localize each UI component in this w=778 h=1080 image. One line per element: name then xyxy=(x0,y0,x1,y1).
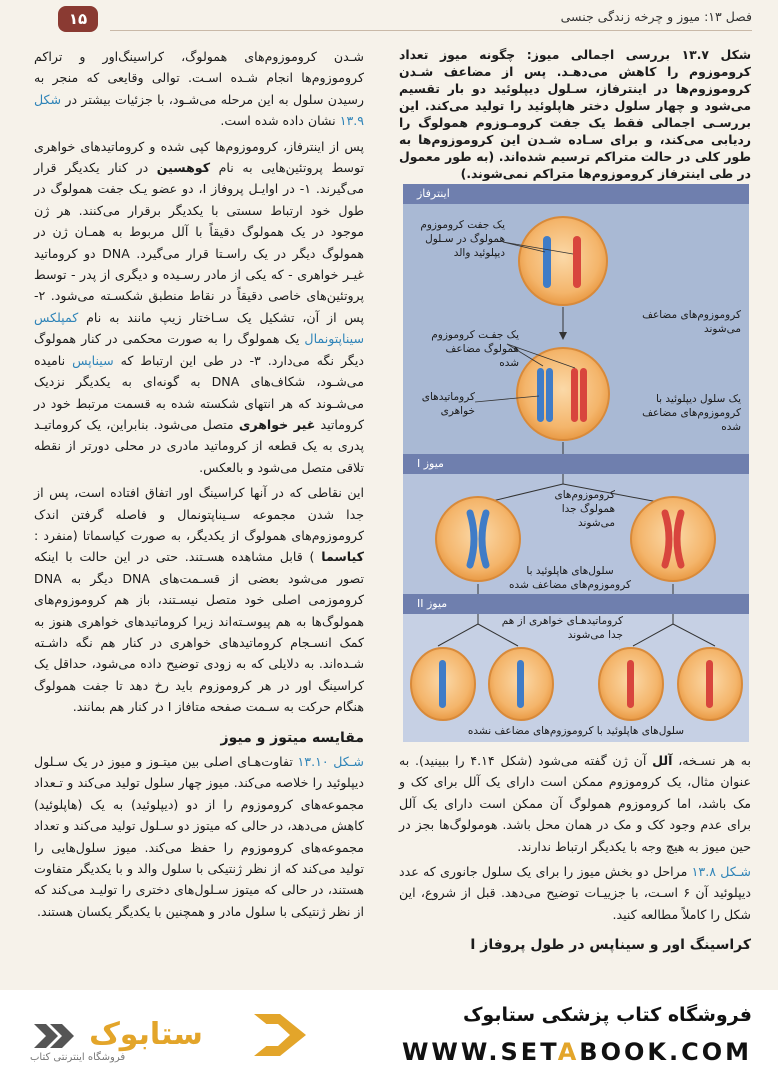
section-heading: کراسینگ اور و سیناپس در طول پروفاز I xyxy=(470,937,751,954)
paragraph xyxy=(34,46,364,132)
right-column xyxy=(399,46,751,186)
chapter-title: فصل ۱۳: میوز و چرخه زندگی جنسی xyxy=(560,9,752,24)
text: یک همولوگ را به صورت محکمی در کنار همولوگ دیگر نگه می‌دارد. ۳- در طی این ارتباط که xyxy=(34,331,364,368)
duplicated-cell xyxy=(517,348,609,440)
label-duplicated: کروموزوم‌های مضاعف می‌شوند xyxy=(642,309,741,335)
text: تفاوت‌هـای اصلی بین میتـوز و میوز در یک سـلول دیپلوئید را خلاصه می‌کند. میوز چهار سلول تولید می‌کند و تـعداد مجموعه‌های کروموزوم را از دو (دیپلوئید) به یک (هاپلوئید) کاهش می‌دهد، در حالی که میتوز دو سـلول تولید می‌کند و تعداد مجموعه‌های کروموزوم را حفظ می‌کند. میوز سلول‌هایی را تولید می‌کند که از نظر ژنتیکی با سلول والد و با یکدیگر متفاوت هستند، در حالی که میتوز سـلول‌های دختری را تولیـد می‌کند که از نظر ژنتیکی با سلول مادر و همچنین با یکدیگر یکسان هستند. xyxy=(34,754,364,919)
logo-subtitle: فروشگاه اینترنتی کتاب xyxy=(30,1052,126,1063)
paragraph xyxy=(399,750,751,857)
store-banner xyxy=(0,990,778,1080)
term: کوهسین xyxy=(156,160,211,176)
store-url[interactable]: WWW.SETABOOK.COM xyxy=(401,1038,752,1066)
page-header xyxy=(0,0,778,36)
phase-interphase: اینترفاز xyxy=(403,184,749,204)
label-homolog-pair: یک جفت کروموزوم همولوگ در سـلول دیپلوئید والد xyxy=(420,219,505,259)
label-duplicated-pair: یک جفـت کروموزوم همولوگ مضاعف شده xyxy=(431,329,519,369)
figure-link[interactable]: شـکل ۱۳.۱۰ xyxy=(297,754,364,769)
chromosome-red xyxy=(573,236,581,288)
figure-link[interactable]: شکل ۱۳.۹ xyxy=(34,91,364,129)
text: پس از اینترفاز، کروموزوم‌ها کپی شده و کروماتیدهای خواهری توسط پروتئین‌هایی به نام xyxy=(34,138,364,176)
term-link[interactable]: کمپلکس سیناپتونمال xyxy=(34,309,364,347)
label-sisters-separate: کروماتیدهـای خواهری از هم جدا می‌شوند xyxy=(501,615,623,641)
term: غیر خواهری xyxy=(238,416,316,432)
chevron-logo-icon xyxy=(250,1010,310,1060)
label-diploid-duplicated: یک سلول دیپلوئید با کروموزوم‌های مضاعف شده xyxy=(642,393,741,433)
logo-wordmark: ستابوک xyxy=(89,1017,203,1052)
label-sister-chromatids: کروماتیدهای خواهری xyxy=(421,391,475,417)
label-haploid-final: سلول‌های هاپلوئید با کروموزوم‌های مضاعف نشده xyxy=(467,725,685,737)
label-homologs-separate: کروموزوم‌های همولوگ جدا می‌شوند xyxy=(554,489,615,529)
paragraph xyxy=(34,482,364,717)
text: نشان داده شده است. xyxy=(220,113,336,129)
paragraph xyxy=(34,136,364,479)
figure-caption: شکل ۱۳.۷ بررسی اجمالی میوز: چگونه میوز تعداد کروموزوم را کاهش می‌دهـد. پس از مضاعف شـدن کروموزوم‌ها در اینترفاز، سـلول دیپلوئید دو بار تقسیم می‌شود و چهار سلول دختر هاپلوئید را تولید می‌کند. این بررسـی اجمالی فقط یک جفت کرومـوزوم همولوگ را ردیابی می‌کند، و برای سـاده شـدن این کروموزوم‌ها به طور کلی در حالت متراکم ترسیم شده‌اند. (به طور معمول در طی اینترفاز کروموزوم‌ها متراکم نمی‌شوند.) xyxy=(399,47,752,181)
paragraph xyxy=(399,861,751,925)
term: کیاسما xyxy=(321,549,364,565)
figure-link[interactable]: شـکل ۱۳.۸ xyxy=(691,864,751,880)
text: به هر نسـخه، xyxy=(678,753,751,768)
paragraph xyxy=(34,751,364,922)
text: نامیده می‌شـود، شکاف‌های DNA به گونه‌ای به یکدیگر نزدیک می‌شـوند که هر انتهای شکسته شده به قسمت مرتبط خود در کروماتید xyxy=(34,352,365,432)
left-column xyxy=(34,46,364,926)
term-link[interactable]: سیناپس xyxy=(72,352,114,368)
page-number: ۱۵ xyxy=(58,6,98,32)
phase-meiosis-2: میوز II xyxy=(403,594,749,614)
text: در کنار یکدیگر قرار می‌گیرند. ۱- در اوایـل پروفاز I، دو عضو یـک جفت همولوگ در طول خود ارتباط سستی با یکدیگر برقرار می‌کنند. هر ژن موجود در یک همولوگ دقیقاً با آلل مربوط به همـان ژن در همولوگ دیگر در یک راسـتا قرار می‌گیرد. DNA دو کروماتید غیـر خواهری - که یکی از مادر رسـیده و دیگری از پدر - توسط پروتئین‌های خاصی دقیقاً در نقاط منطبق شکسـته می‌شود. ۲- پس از آن، تشکیل یک سـاختار زیپ مانند به نام xyxy=(34,160,364,325)
store-name: فروشگاه کتاب پزشکی ستابوک xyxy=(462,1004,752,1026)
meiosis-figure xyxy=(403,184,749,742)
text: متصل می‌شود. بنابراین، یک کروماتیـد پدری به یک قطعه از کروماتید مادری در محلی دورتر از نقطه تلاقی متصل می‌شود و بالعکس. xyxy=(34,416,364,475)
right-column-body xyxy=(399,750,751,959)
term: آلل xyxy=(652,753,673,768)
phase-meiosis-1: میوز I xyxy=(403,454,749,474)
text: آن ژن گفته می‌شود (شکل ۴.۱۴ را ببینید). به عنوان مثال، یک کروموزوم ممکن است دارای یک آلل برای کک و مک باشد، اما کروموزوم همولوگ آن ممکن است دارای یک آلل برای عدم وجود کک و مک در همان محل باشد. هومولوگ‌ها بجز در حین میوز به هیچ وجه با یکدیگر ارتباط ندارند. xyxy=(399,753,751,854)
text: این نقاطی که در آنها کراسینگ اور اتفاق افتاده است، پس از جدا شدن مجموعه سـیناپتونمال و فاصله گرفتن اندک کروموزوم‌های همولوگ از یکدیگر، به صورت کیاسماتا (منفرد : xyxy=(34,485,364,543)
text: شـدن کروموزوم‌های همولوگ، کراسینگ‌اور و تراکم کروموزوم‌ها انجام شـده اسـت. توالی وقایعی که منجر به رسیدن سلول به این مرحله می‌شـود، با جزئیات بیشتر در xyxy=(34,49,364,107)
section-heading: مقایسه میتوز و میوز xyxy=(220,729,364,746)
parent-cell xyxy=(519,217,607,305)
text: مراحل دو بخش میوز را برای یک سلول جانوری که عدد دیپلوئید آن ۶ اسـت، با جزییـات توضیح می‌دهد. قبل از شروع، این شکل را کاملاً مطالعه کنید. xyxy=(399,864,751,922)
label-haploid-duplicated: سلول‌های هاپلوئید با کروموزوم‌های مضاعف شده xyxy=(508,565,632,591)
text: ) قابل مشاهده هسـتند. حتی در این حالت با اینکه تصور می‌شود بعضی از قسـمت‌های DNA دیگر به DNA کروموزمی اصلی خود متصل نیسـتند، باز هم کروموزوم‌های همولوگ‌ها به هم پیوسـته‌اند زیرا کروماتیدهای خواهری هنوز به کمک انسـجام کروماتیدهای خواهری در کنار هم نگه داشـته شـده‌اند. به دلایلی که به زودی توضیح داده می‌شود، حداقل یک کراسینگ اور در هر کروموزوم باید رخ دهد تا جفت همولوگ هنگام حرکت به سـمت صفحه متافاز I در کنار هم بمانند. xyxy=(34,549,364,715)
chromosome-blue xyxy=(543,236,551,288)
header-rule xyxy=(110,30,752,31)
